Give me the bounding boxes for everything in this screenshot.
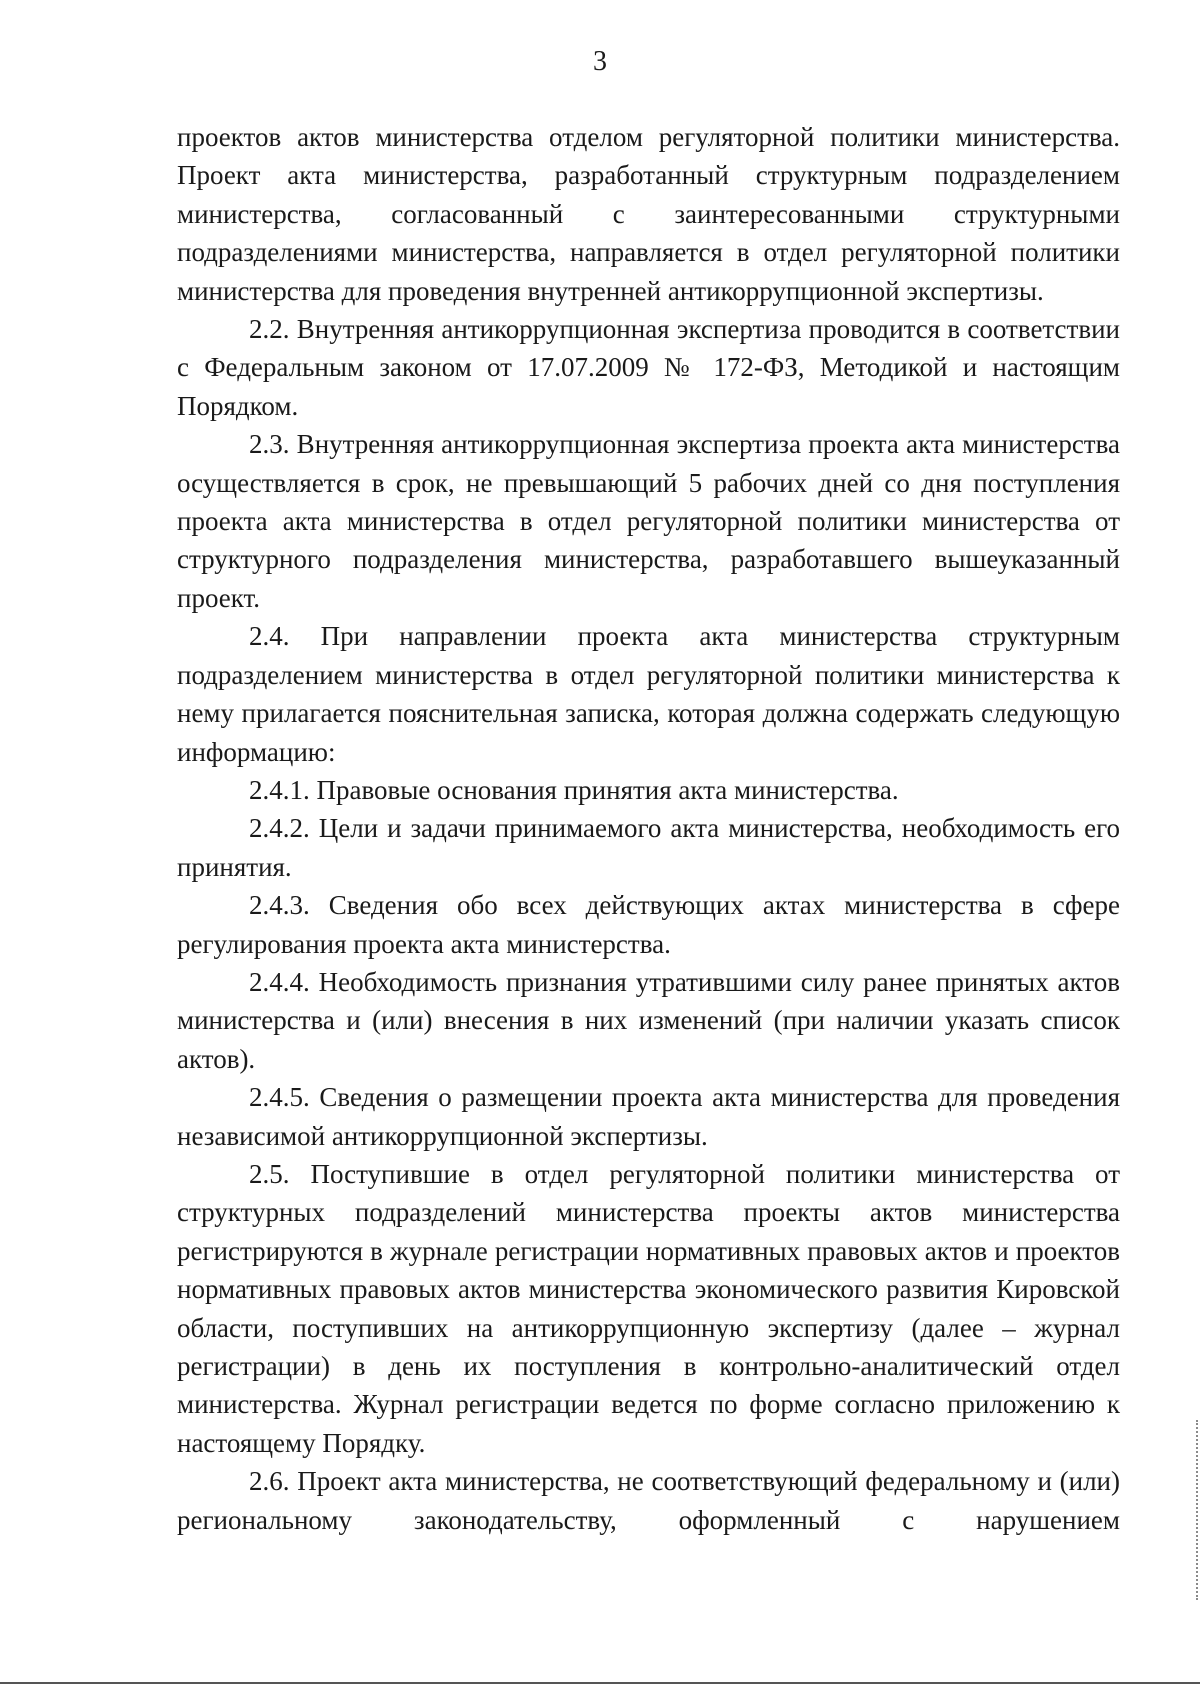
paragraph-2-3: 2.3. Внутренняя антикоррупционная экспертиза проекта акта министерства осуществляется в срок, не превышающий 5 рабочих дней со дня поступления проекта акта министерства в отдел регуляторной политики министерства от структурного подразделения министерства, разработавшего вышеуказанный проект.	[177, 429, 1120, 613]
paragraph-2-4-2: 2.4.2. Цели и задачи принимаемого акта министерства, необходимость его принятия.	[177, 813, 1120, 882]
paragraph-2-5: 2.5. Поступившие в отдел регуляторной политики министерства от структурных подразделений министерства проекты актов министерства регистрируются в журнале регистрации нормативных правовых актов и проектов нормативных правовых актов министерства экономического развития Кировской области, поступивших на антикоррупционную экспертизу (далее – журнал регистрации) в день их поступления в контрольно-аналитический отдел министерства. Журнал регистрации ведется по форме согласно приложению к настоящему Порядку.	[177, 1158, 1120, 1458]
paragraph-2-4: 2.4. При направлении проекта акта министерства структурным подразделением министерства в отдел регуляторной политики министерства к нему прилагается пояснительная записка, которая должна содержать следующую информацию:	[177, 621, 1120, 767]
paragraph-2-4-3: 2.4.3. Сведения обо всех действующих актах министерства в сфере регулирования проекта акта министерства.	[177, 890, 1120, 959]
document-body	[177, 118, 1120, 1539]
paragraph-2-4-4: 2.4.4. Необходимость признания утратившими силу ранее принятых актов министерства и (или) внесения в них изменений (при наличии указать список актов).	[177, 966, 1120, 1074]
paragraph-2-4-1: 2.4.1. Правовые основания принятия акта министерства.	[249, 774, 899, 805]
page-bottom-edge	[0, 1682, 1200, 1684]
paragraph-2-6: 2.6. Проект акта министерства, не соответствующий федеральному и (или) региональному законодательству, оформленный с нарушением	[177, 1466, 1120, 1535]
paragraph-2-4-5: 2.4.5. Сведения о размещении проекта акта министерства для проведения независимой антикоррупционной экспертизы.	[177, 1082, 1120, 1151]
paragraph-2-2: 2.2. Внутренняя антикоррупционная экспертиза проводится в соответствии с Федеральным законом от 17.07.2009 № 172-ФЗ, Методикой и настоящим Порядком.	[177, 314, 1120, 421]
paragraph-continuation: проектов актов министерства отделом регуляторной политики министерства. Проект акта министерства, разработанный структурным подразделением министерства, согласованный с заинтересованными структурными подразделениями министерства, направляется в отдел регуляторной политики министерства для проведения внутренней антикоррупционной экспертизы.	[177, 122, 1120, 306]
page-number: 3	[593, 46, 607, 77]
scan-edge-mark	[1196, 1420, 1198, 1600]
